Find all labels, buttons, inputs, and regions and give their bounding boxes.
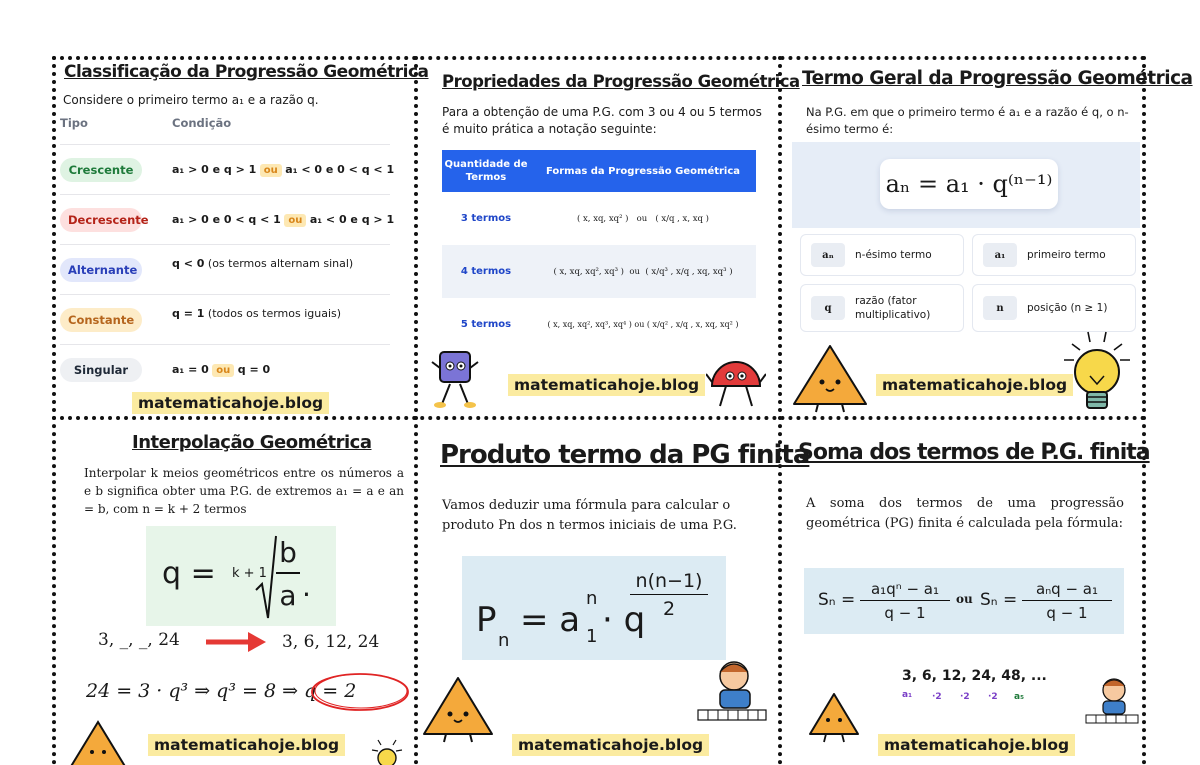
formula-q: q = [162,556,216,591]
definition-card [972,284,1136,332]
sequence-a5-label: a₅ [1014,692,1025,702]
table-row [442,192,756,245]
blog-label: matematicahoje.blog [148,734,345,756]
row-label: 5 termos [460,319,512,330]
formula-box [146,526,336,626]
definition-text: primeiro termo [1027,249,1106,261]
formula-p-subscript: n [498,630,510,651]
sum-symbol: Sₙ = [818,590,856,610]
symbol: n [983,296,1017,320]
definition-card [800,284,964,332]
formula-q: · q [602,600,646,640]
row-label: 3 termos [460,213,512,224]
definition-text: n-ésimo termo [855,249,932,261]
semicircle-character-icon [706,352,766,412]
description-text: Vamos deduzir uma fórmula para calcular o produto Pn dos n termos iniciais de uma P.G. [442,498,737,533]
blog-label: matematicahoje.blog [132,392,329,414]
table-row [60,194,395,244]
divider-vertical-2 [778,56,782,765]
forms-table [442,150,756,351]
definition-card [800,234,964,276]
triangle-character-icon [790,342,870,414]
lightbulb-icon [1060,330,1136,414]
table-row [442,298,756,351]
sequence-a1-label: a₁ [902,690,913,700]
table-row [442,245,756,298]
fraction-numerator: a₁qⁿ − a₁ [860,578,950,601]
period: . [302,570,311,603]
intro-text: Considere o primeiro termo a₁ e a razão q. [63,93,319,107]
symbol: aₙ [811,243,845,267]
table-row [60,294,390,344]
table-row [60,344,390,394]
column-header-quantidade: Quantidade de Termos [444,159,528,183]
panel-title: Termo Geral da Progressão Geométrica [802,68,1193,89]
book-character-icon [428,348,484,410]
formula-a-exponent: n [586,588,598,609]
example-sequence: 3, _, _, 24 [98,630,180,650]
row-forms: ( x, xq, xq², xq³, xq⁴ ) ou ( x/q² , x/q , x, xq, xq² ) [547,320,739,329]
type-badge: Constante [60,308,142,332]
definition-text: posição (n ≥ 1) [1027,302,1108,314]
child-counting-icon [1084,674,1140,724]
symbol: a₁ [983,243,1017,267]
arrow-right-icon [206,630,268,654]
blog-label: matematicahoje.blog [878,734,1075,756]
exponent-numerator: n(n−1) [630,568,708,595]
description-text: Interpolar k meios geométricos entre os números a e b significa obter uma P.G. de extremos a₁ = a e an = b, com n = k + 2 termos [84,466,404,516]
type-badge: Singular [60,358,142,382]
formula-p: P [476,600,497,640]
triangle-character-icon [420,674,496,744]
row-forms: ( x, xq, xq² ) ou ( x/q , x, xq ) [576,213,709,224]
fraction-numerator: aₙq − a₁ [1022,578,1112,601]
type-badge: Crescente [60,158,142,182]
formula-a-subscript: 1 [586,626,598,647]
condition-text: q < 0 (os termos alternam sinal) [172,257,354,270]
circle-highlight [308,670,412,714]
panel-title: Soma dos termos de P.G. finita [798,440,1150,465]
fraction-numerator: b [276,534,300,574]
multiplier-label: ·2 [988,692,998,702]
description-text: A soma dos termos de uma progressão geométrica (PG) finita é calculada pela fórmula: [806,496,1124,531]
panel-title: Propriedades da Progressão Geométrica [442,72,800,91]
type-badge: Decrescente [60,208,142,232]
sum-symbol: Sₙ = [980,590,1018,610]
divider-horizontal [52,416,1146,420]
panel-title: Interpolação Geométrica [132,432,372,453]
triangle-character-icon [68,718,128,765]
example-equation: 24 = 3 · q³ ⇒ q³ = 8 ⇒ q = 2 [86,680,357,702]
fraction-denominator: q − 1 [1046,604,1088,622]
column-header-formas: Formas da Progressão Geométrica [545,165,741,177]
example-sequence: 3, 6, 12, 24, 48, ... [902,668,1047,684]
example-result: 3, 6, 12, 24 [282,632,380,652]
condition-text: q = 1 (todos os termos iguais) [172,307,342,320]
fraction-denominator: q − 1 [884,604,926,622]
definition-text: razão (fator multiplicativo) [855,295,931,321]
blog-label: matematicahoje.blog [508,374,705,396]
triangle-character-icon [806,690,862,744]
table-row [60,144,395,194]
radical-index: k + 1 [232,566,267,581]
condition-text: a₁ > 0 e 0 < q < 1 ou a₁ < 0 e q > 1 [172,213,395,226]
or-label: ou [956,592,973,606]
condition-text: a₁ > 0 e q > 1 ou a₁ < 0 e 0 < q < 1 [172,163,395,176]
row-label: 4 termos [460,266,512,277]
formula-a: = a [520,600,581,640]
type-badge: Alternante [60,258,142,282]
table-header [442,150,756,192]
symbol: q [811,296,845,320]
lightbulb-icon [370,736,404,765]
multiplier-label: ·2 [932,692,942,702]
table-row [60,244,390,294]
blog-label: matematicahoje.blog [512,734,709,756]
panel-title: Classificação da Progressão Geométrica [64,62,429,82]
column-header-condicao: Condição [172,116,232,130]
fraction-denominator: a [279,579,297,612]
definition-card [972,234,1136,276]
panel-title: Produto termo da PG finita [440,440,810,470]
formula-box [804,568,1124,634]
formula-box [462,556,726,660]
general-term-formula: aₙ = a₁ · q⁽ⁿ⁻¹⁾ [880,159,1058,209]
exponent-denominator: 2 [662,598,676,620]
blog-label: matematicahoje.blog [876,374,1073,396]
column-header-tipo: Tipo [60,116,88,130]
intro-text: Na P.G. em que o primeiro termo é a₁ e a razão é q, o n-ésimo termo é: [806,105,1129,136]
condition-text: a₁ = 0 ou q = 0 [172,363,271,376]
intro-text: Para a obtenção de uma P.G. com 3 ou 4 ou 5 termos é muito prática a notação seguinte: [442,105,762,136]
child-counting-icon [696,656,768,722]
divider-vertical-1 [414,56,418,765]
row-forms: ( x, xq, xq², xq³ ) ou ( x/q³ , x/q , xq, xq³ ) [553,266,733,277]
multiplier-label: ·2 [960,692,970,702]
radical-sign-icon [254,534,278,622]
